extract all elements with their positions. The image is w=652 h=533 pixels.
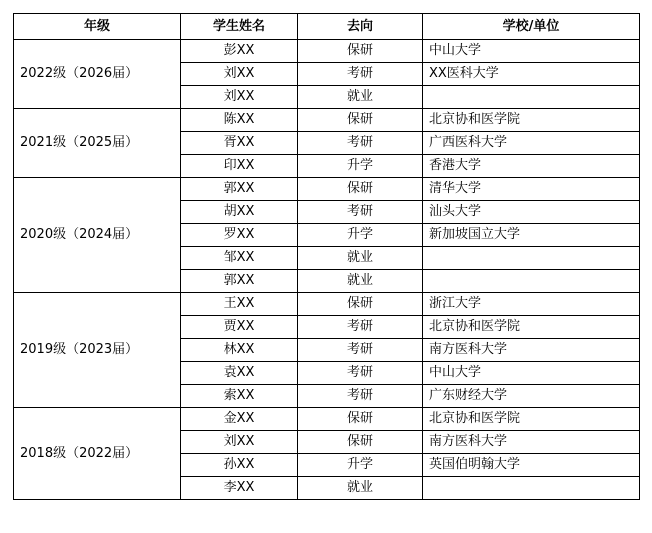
school-cell: 广西医科大学 — [423, 132, 640, 155]
destination-cell: 保研 — [298, 293, 423, 316]
destination-cell: 保研 — [298, 178, 423, 201]
table-row — [14, 408, 640, 431]
table-header — [14, 14, 640, 40]
header-school: 学校/单位 — [423, 14, 640, 40]
table-row — [14, 178, 640, 201]
destination-cell: 考研 — [298, 63, 423, 86]
destination-cell: 升学 — [298, 155, 423, 178]
destination-cell: 考研 — [298, 362, 423, 385]
destination-cell: 考研 — [298, 339, 423, 362]
school-cell: 浙江大学 — [423, 293, 640, 316]
student-name-cell: 索XX — [181, 385, 298, 408]
destination-cell: 考研 — [298, 316, 423, 339]
graduate-destination-table-container — [13, 13, 640, 500]
destination-cell: 保研 — [298, 109, 423, 132]
school-cell — [423, 270, 640, 293]
school-cell: 北京协和医学院 — [423, 109, 640, 132]
school-cell: 中山大学 — [423, 362, 640, 385]
student-name-cell: 金XX — [181, 408, 298, 431]
student-name-cell: 刘XX — [181, 431, 298, 454]
destination-cell: 考研 — [298, 132, 423, 155]
grade-cell: 2021级（2025届） — [14, 109, 181, 178]
student-name-cell: 罗XX — [181, 224, 298, 247]
table-row — [14, 293, 640, 316]
header-destination: 去向 — [298, 14, 423, 40]
school-cell: 香港大学 — [423, 155, 640, 178]
header-row — [14, 14, 640, 40]
grade-cell: 2019级（2023届） — [14, 293, 181, 408]
destination-cell: 就业 — [298, 270, 423, 293]
school-cell: 北京协和医学院 — [423, 316, 640, 339]
destination-cell: 升学 — [298, 454, 423, 477]
student-name-cell: 刘XX — [181, 86, 298, 109]
table-body — [14, 40, 640, 500]
school-cell: 北京协和医学院 — [423, 408, 640, 431]
table-row — [14, 109, 640, 132]
school-cell — [423, 477, 640, 500]
grade-cell: 2020级（2024届） — [14, 178, 181, 293]
destination-cell: 升学 — [298, 224, 423, 247]
school-cell: 清华大学 — [423, 178, 640, 201]
student-name-cell: 胡XX — [181, 201, 298, 224]
school-cell: 汕头大学 — [423, 201, 640, 224]
student-name-cell: 李XX — [181, 477, 298, 500]
student-name-cell: 王XX — [181, 293, 298, 316]
destination-cell: 就业 — [298, 247, 423, 270]
student-name-cell: 邹XX — [181, 247, 298, 270]
school-cell: 南方医科大学 — [423, 339, 640, 362]
student-name-cell: 郭XX — [181, 270, 298, 293]
school-cell: 广东财经大学 — [423, 385, 640, 408]
student-name-cell: 袁XX — [181, 362, 298, 385]
student-name-cell: 彭XX — [181, 40, 298, 63]
school-cell — [423, 86, 640, 109]
header-student-name: 学生姓名 — [181, 14, 298, 40]
student-name-cell: 刘XX — [181, 63, 298, 86]
header-grade: 年级 — [14, 14, 181, 40]
student-name-cell: 贾XX — [181, 316, 298, 339]
grade-cell: 2018级（2022届） — [14, 408, 181, 500]
school-cell: 新加坡国立大学 — [423, 224, 640, 247]
destination-cell: 保研 — [298, 40, 423, 63]
student-name-cell: 胥XX — [181, 132, 298, 155]
student-name-cell: 印XX — [181, 155, 298, 178]
destination-cell: 就业 — [298, 477, 423, 500]
destination-cell: 就业 — [298, 86, 423, 109]
destination-cell: 保研 — [298, 431, 423, 454]
school-cell — [423, 247, 640, 270]
table-row — [14, 40, 640, 63]
school-cell: XX医科大学 — [423, 63, 640, 86]
school-cell: 英国伯明翰大学 — [423, 454, 640, 477]
destination-cell: 考研 — [298, 385, 423, 408]
student-name-cell: 陈XX — [181, 109, 298, 132]
destination-cell: 考研 — [298, 201, 423, 224]
student-name-cell: 郭XX — [181, 178, 298, 201]
grade-cell: 2022级（2026届） — [14, 40, 181, 109]
school-cell: 南方医科大学 — [423, 431, 640, 454]
school-cell: 中山大学 — [423, 40, 640, 63]
graduate-destination-table — [13, 13, 640, 500]
student-name-cell: 林XX — [181, 339, 298, 362]
destination-cell: 保研 — [298, 408, 423, 431]
student-name-cell: 孙XX — [181, 454, 298, 477]
